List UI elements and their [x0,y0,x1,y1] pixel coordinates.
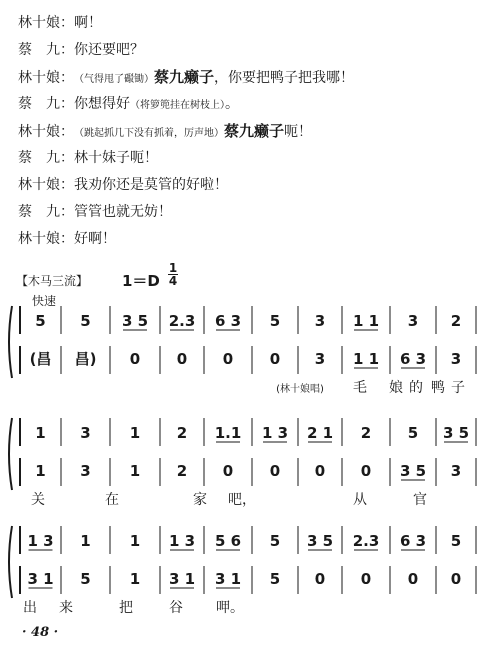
lower-voice-note: (昌 [29,350,52,368]
spoken-text: 蔡九癞子 [224,122,285,140]
lower-voice-note: 0 [269,462,281,480]
lower-voice-note: 0 [176,350,188,368]
lower-voice-note: 0 [360,570,372,588]
spoken-text: 你想得好 [74,96,130,112]
upper-voice-note: 2.3 [168,312,196,330]
speaker-name: 林十娘： [18,177,74,193]
spoken-text: 好啊！ [74,231,116,247]
lyric-syllable: 子 [451,380,465,396]
upper-voice-note: 3 5 [442,424,470,442]
upper-voice-note: 1 3 [27,532,54,550]
upper-voice-note: 5 [269,312,281,330]
upper-voice-note: 5 [407,424,419,442]
spoken-text: 蔡九癞子 [154,68,215,86]
lower-voice-note: 0 [222,350,234,368]
speaker-name: 蔡 九： [18,96,74,112]
stage-direction: （跳起抓几下没有抓着，厉声地） [74,128,224,139]
lower-voice-note: 5 [80,570,91,588]
lyric-syllable: 鸭 [431,380,445,396]
lower-voice-note: 3 [314,350,326,368]
lyric-syllable: 在 [105,492,119,508]
upper-voice-note: 1 [129,532,141,550]
tune-label: 【木马三流】 [16,274,89,288]
lyric-syllable: 家 [193,492,207,508]
key-signature: 1＝D [122,272,160,290]
lower-voice-note: 1 [129,462,141,480]
upper-voice-note: 5 [450,532,462,550]
lower-voice-note: 3 5 [399,462,427,480]
lower-voice-note: 0 [269,350,281,368]
speaker-name: 林十娘： [18,15,74,31]
lower-voice-note: 3 [450,462,462,480]
lower-voice-note: 1 [129,570,141,588]
upper-voice-note: 3 5 [121,312,149,330]
upper-voice-note: 2 [360,424,372,442]
lyric-syllable: 把 [119,600,133,616]
upper-voice-note: 6 3 [399,532,427,550]
spoken-text: 啊！ [74,15,102,31]
lower-voice-note: 昌) [74,350,97,368]
upper-voice-note: 3 [407,312,419,330]
spoken-text: 林十妹子呃！ [74,150,158,166]
speaker-name: 林十娘： [18,124,74,140]
spoken-text: 管管也就无妨！ [74,204,172,220]
stage-direction: （将箩篼挂在树枝上） [130,100,225,111]
lyric-syllable: 娘 [389,380,403,396]
tempo-marking: 快速 [32,294,57,308]
lower-voice-note: 2 [176,462,188,480]
system-brace [9,418,12,490]
upper-voice-note: 1 [35,424,46,442]
lower-voice-note: 3 [450,350,462,368]
upper-voice-note: 2.3 [352,532,380,550]
speaker-name: 蔡 九： [18,150,74,166]
upper-voice-note: 5 [35,312,46,330]
upper-voice-note: 1 1 [352,312,380,330]
speaker-name: 蔡 九： [18,204,74,220]
lyric-stage-direction: (林十娘唱) [276,384,324,395]
lyric-syllable: 从 [353,492,367,508]
speaker-name: 林十娘： [18,231,74,247]
lower-voice-note: 1 [35,462,46,480]
lyric-syllable: 关 [31,492,45,508]
time-numerator: 1 [168,261,178,275]
lyric-syllable: 呷。 [216,600,244,616]
system-brace [9,306,12,378]
upper-voice-note: 2 [450,312,462,330]
lower-voice-note: 0 [314,570,326,588]
lyric-syllable: 的 [409,380,423,396]
lower-voice-note: 1 1 [352,350,380,368]
lower-voice-note: 0 [314,462,326,480]
spoken-text: 呃！ [284,124,313,140]
lower-voice-note: 3 1 [27,570,54,588]
upper-voice-note: 2 1 [306,424,334,442]
upper-voice-note: 5 [80,312,91,330]
lower-voice-note: 0 [222,462,234,480]
spoken-text: 你还要吧？ [74,42,144,58]
upper-voice-note: 1 [80,532,91,550]
lower-voice-note: 6 3 [399,350,427,368]
upper-voice-note: 2 [176,424,188,442]
upper-voice-note: 1.1 [214,424,242,442]
lyric-syllable: 来 [59,600,73,616]
upper-voice-note: 1 [129,424,141,442]
upper-voice-note: 3 [314,312,326,330]
spoken-text: 。 [225,96,239,112]
speaker-name: 林十娘： [18,70,74,86]
upper-voice-note: 3 5 [306,532,334,550]
lower-voice-note: 0 [360,462,372,480]
lyric-syllable: 官 [413,492,427,508]
lower-voice-note: 3 1 [168,570,196,588]
lyric-syllable: 毛 [353,380,367,396]
upper-voice-note: 6 3 [214,312,242,330]
lyric-syllable: 吧， [228,492,256,508]
lower-voice-note: 5 [269,570,281,588]
lower-voice-note: 3 1 [214,570,242,588]
upper-voice-note: 1 3 [261,424,289,442]
speaker-name: 蔡 九： [18,42,74,58]
lower-voice-note: 0 [450,570,462,588]
upper-voice-note: 5 [269,532,281,550]
spoken-text: 我劝你还是莫管的好啦！ [74,177,228,193]
spoken-text: ，你要把鸭子把我哪！ [214,70,355,86]
lyric-syllable: 出 [23,600,37,616]
upper-voice-note: 1 3 [168,532,196,550]
lower-voice-note: 3 [80,462,91,480]
lower-voice-note: 0 [407,570,419,588]
upper-voice-note: 5 6 [214,532,242,550]
lyric-syllable: 谷 [169,600,183,616]
lower-voice-note: 0 [129,350,141,368]
upper-voice-note: 3 [80,424,91,442]
stage-direction: （气得甩了礟锄） [74,74,154,85]
page-number: · 48 · [22,625,59,640]
system-brace [9,526,12,598]
time-denominator: 4 [168,274,178,288]
